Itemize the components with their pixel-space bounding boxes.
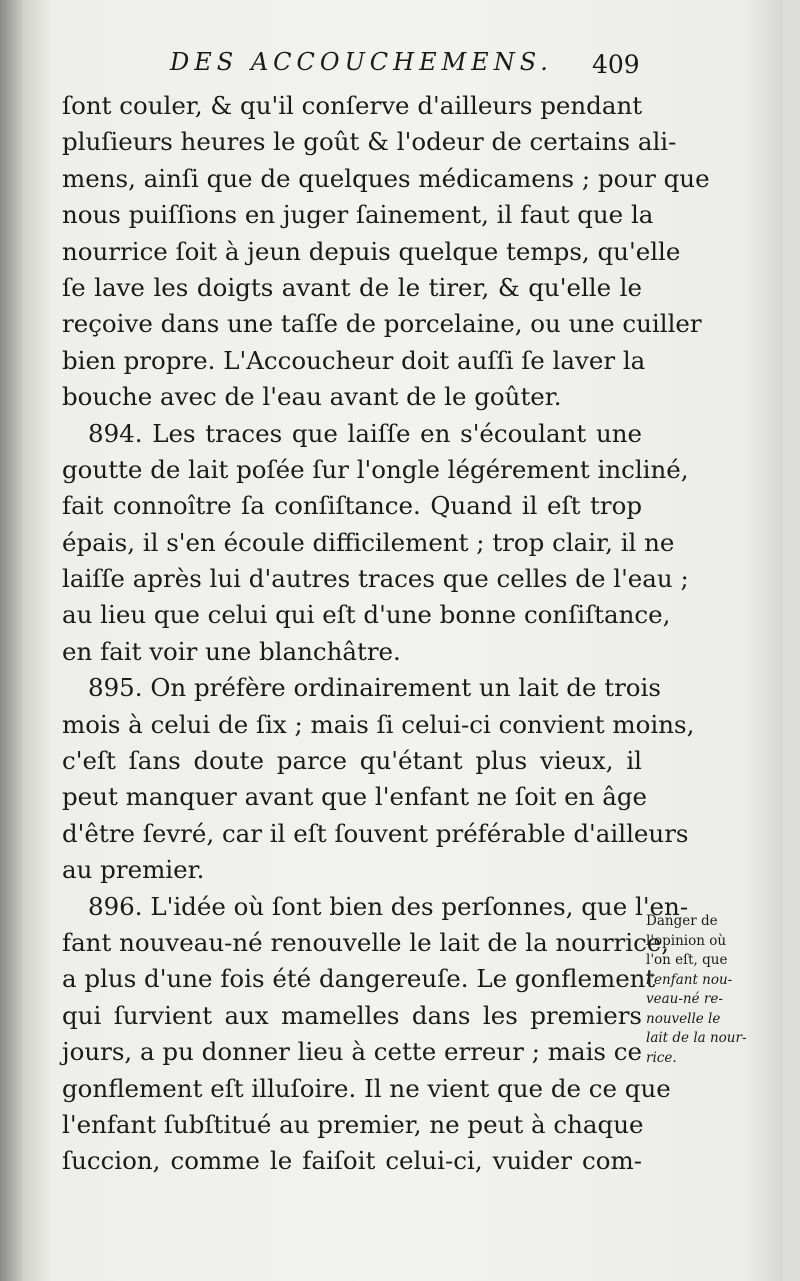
- book-spine-shadow: [0, 0, 22, 1281]
- text-line: mois à celui de ſix ; mais ſi celui-ci convient moins,: [62, 709, 695, 739]
- text-line: au lieu que celui qui eſt d'une bonne conſiſtance,: [62, 600, 671, 630]
- margin-note: [646, 912, 762, 1068]
- page-number: 409: [592, 50, 640, 79]
- text-line: au premier.: [62, 855, 205, 885]
- text-line: bouche avec de l'eau avant de le goûter.: [62, 382, 562, 412]
- text-line: ſuccion, comme le faiſoit celui-ci, vuider com-: [62, 1146, 642, 1176]
- margin-note-line: l'enfant nou-: [646, 971, 733, 988]
- text-line: goutte de lait poſée ſur l'ongle légérement incliné,: [62, 454, 689, 484]
- text-line: fant nouveau-né renouvelle le lait de la nourrice,: [62, 927, 670, 957]
- text-line: fait connoître ſa conſiſtance. Quand il eſt trop: [62, 491, 642, 521]
- paragraph-895-start: 895. On préfère ordinairement un lait de trois: [88, 673, 661, 703]
- text-line: a plus d'une fois été dangereuſe. Le gonflement: [62, 964, 656, 994]
- running-title: DES ACCOUCHEMENS.: [170, 48, 553, 76]
- text-line: ſont couler, & qu'il conſerve d'ailleurs pendant: [62, 91, 643, 120]
- text-line: bien propre. L'Accoucheur doit auſſi ſe laver la: [62, 345, 646, 375]
- margin-note-line: rice.: [646, 1049, 677, 1066]
- text-line: jours, a pu donner lieu à cette erreur ; mais ce: [62, 1037, 642, 1067]
- text-line: laiſſe après lui d'autres traces que celles de l'eau ;: [62, 564, 689, 594]
- text-line: peut manquer avant que l'enfant ne ſoit en âge: [62, 782, 648, 812]
- text-line: épais, il s'en écoule difficilement ; trop clair, il ne: [62, 527, 675, 557]
- text-line: nous puiſſions en juger ſainement, il faut que la: [62, 200, 654, 230]
- paragraph-896-start: 896. L'idée où ſont bien des perſonnes, que l'en-: [88, 891, 689, 921]
- margin-note-line: lait de la nour-: [646, 1030, 747, 1046]
- text-line: qui ſurvient aux mamelles dans les premiers: [62, 1000, 642, 1030]
- text-line: ſe lave les doigts avant de le tirer, & qu'elle le: [62, 272, 642, 302]
- text-line: nourrice ſoit à jeun depuis quelque temps, qu'elle: [62, 236, 681, 266]
- margin-note-line: l'on eſt, que: [646, 952, 728, 968]
- margin-note-line: nouvelle le: [646, 1010, 721, 1027]
- text-line: pluſieurs heures le goût & l'odeur de certains ali-: [62, 127, 677, 157]
- text-line: gonflement eſt illuſoire. Il ne vient que de ce que: [62, 1073, 671, 1103]
- paragraph-894-start: 894. Les traces que laiſſe en s'écoulant une: [88, 418, 642, 448]
- text-line: c'eſt ſans doute parce qu'étant plus vieux, il: [62, 746, 642, 776]
- text-line: l'enfant ſubſtitué au premier, ne peut à chaque: [62, 1109, 644, 1139]
- text-line: reçoive dans une taſſe de porcelaine, ou une cuiller: [62, 309, 702, 339]
- page-header: [0, 48, 800, 88]
- margin-note-line: l'opinion où: [646, 932, 727, 949]
- margin-note-line: Danger de: [646, 913, 718, 929]
- margin-note-line: veau-né re-: [646, 991, 723, 1007]
- text-line: mens, ainſi que de quelques médicamens ; pour que: [62, 163, 710, 193]
- text-line: en fait voir une blanchâtre.: [62, 636, 401, 666]
- text-line: d'être ſevré, car il eſt ſouvent préférable d'ailleurs: [62, 818, 689, 848]
